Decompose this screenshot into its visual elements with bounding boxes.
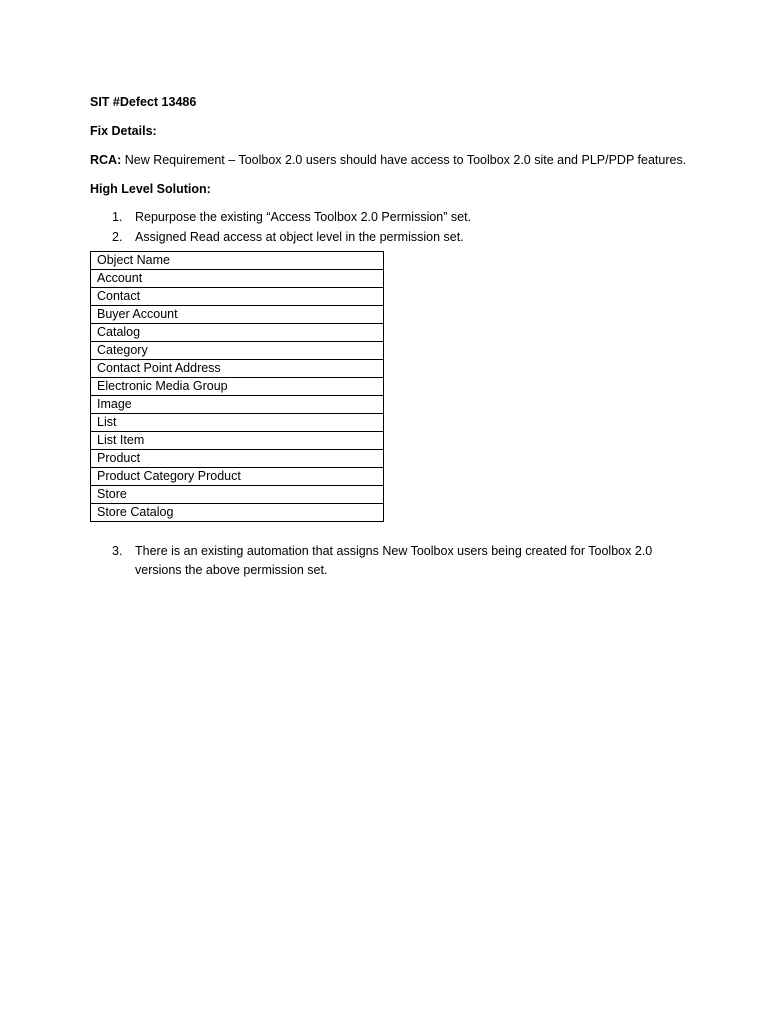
list-item-number: 1. [112, 210, 123, 224]
table-cell: Contact Point Address [91, 360, 384, 378]
rca-paragraph [90, 152, 690, 168]
table-cell: Electronic Media Group [91, 378, 384, 396]
rca-text: New Requirement – Toolbox 2.0 users should have access to Toolbox 2.0 site and PLP/PDP features. [121, 153, 687, 167]
table-header-cell: Object Name [91, 252, 384, 270]
table-cell: Contact [91, 288, 384, 306]
table-row [91, 288, 384, 306]
table-cell: Product Category Product [91, 468, 384, 486]
object-table-wrapper [90, 251, 690, 522]
table-row [91, 468, 384, 486]
list-item [90, 229, 690, 245]
table-row [91, 486, 384, 504]
list-item-number: 3. [112, 544, 123, 558]
table-cell: Store [91, 486, 384, 504]
table-cell: List [91, 414, 384, 432]
list-item-text: Assigned Read access at object level in the permission set. [135, 230, 464, 244]
list-item [90, 209, 690, 225]
table-cell: Buyer Account [91, 306, 384, 324]
table-row [91, 396, 384, 414]
table-row [91, 324, 384, 342]
defect-heading: SIT #Defect 13486 [90, 95, 197, 109]
table-row [91, 504, 384, 522]
table-row [91, 450, 384, 468]
table-cell: List Item [91, 432, 384, 450]
table-header-row [91, 252, 384, 270]
table-cell: Product [91, 450, 384, 468]
table-row [91, 432, 384, 450]
table-cell: Store Catalog [91, 504, 384, 522]
table-row [91, 414, 384, 432]
document-content [90, 94, 690, 584]
table-row [91, 342, 384, 360]
table-cell: Catalog [91, 324, 384, 342]
table-cell: Account [91, 270, 384, 288]
list-item-number: 2. [112, 230, 123, 244]
table-row [91, 306, 384, 324]
fix-details-label: Fix Details: [90, 124, 157, 138]
solution-label: High Level Solution: [90, 182, 211, 196]
table-cell: Category [91, 342, 384, 360]
table-row [91, 360, 384, 378]
rca-label: RCA: [90, 153, 122, 167]
table-cell: Image [91, 396, 384, 414]
list-item-text: There is an existing automation that assigns New Toolbox users being created for Toolbox 2.0 versions the above permission set. [135, 544, 653, 577]
table-row [91, 378, 384, 396]
solution-steps-list [90, 209, 690, 245]
list-item [90, 542, 690, 580]
list-item-text: Repurpose the existing “Access Toolbox 2.0 Permission” set. [135, 210, 472, 224]
final-step-list [90, 542, 690, 580]
table-row [91, 270, 384, 288]
object-table [90, 251, 384, 522]
